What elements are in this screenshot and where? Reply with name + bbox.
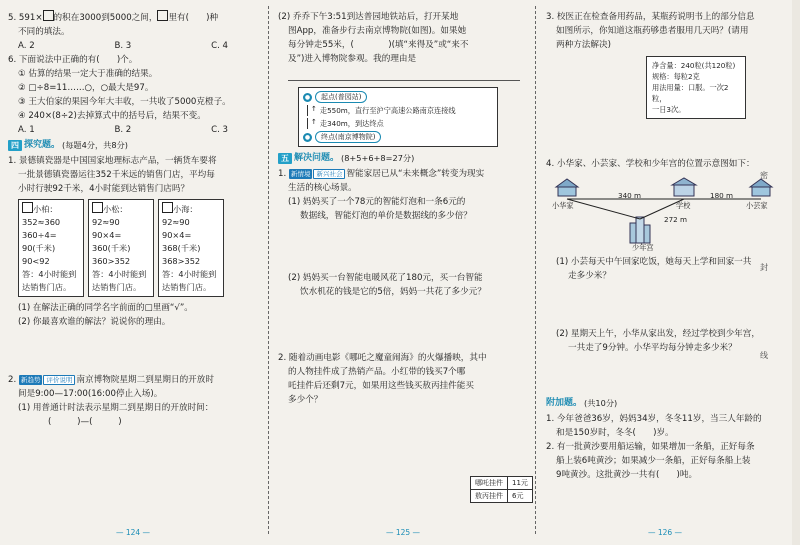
map-diagram [552,175,784,253]
page-number: — 126 — [647,528,683,537]
question-2-part-2: (2) 乔乔下午3:51到达普园地铁站后，打开某地 [278,12,459,22]
route-step: 走550m，直行至沪宁高速公路南京连接线 [319,106,456,115]
page-number: — 124 — [115,528,151,537]
building-icon [630,217,650,243]
house-icon [556,179,578,196]
q1-sub2: (2) 妈妈买一台智能电暖风花了180元，买一台智能 [288,273,483,283]
q4-sub1: (1) 小芸每天中午回家吃饭，她每天上学和回家一共 [556,257,752,267]
q6-item: ① 估算的结果一定大于准确的结果。 [18,69,158,79]
house-icon [750,179,772,196]
page-divider [268,6,269,534]
page-126: 3. 校医正在检查备用药品，某瓶药说明书上的部分信息 如图所示，你知道这瓶药够患者服用几天吗？(请用 两种方法解决) 净含量：240粒(共120粒) 规格：每粒2克 用法用量：口服。一次2粒， 一日3次。 4. 小华家、小芸家、学校和少年宫的位置示意图如下： 小华家 340 m 学校 180 m 小芸家 272 m 少年宫 (1) 小芸每天中午回家吃饭，她每天上学和回家一共 走多少米？ (2) 星期天上午，小华从家出发，经过学校到少年宫， 一共走了9分钟。小华平均每分钟走多少米？ 附加题。 (共10分) 1. 今年爸爸36岁，妈妈34岁，冬冬11岁，当三人年龄的 和是150岁时，冬冬( )岁。 2. 有一批黄沙要用船运输，如果增加一条船，正好每条 船上装6吨黄沙；如果减少一条船，正好每条船上装 9吨黄沙。这批黄沙一共有( )吨。 — 126 — [538,0,792,545]
section-heading: 四 探究题。 (每题4分，共8分) [8,138,258,153]
answer-space[interactable] [278,299,528,351]
map-label-school: 学校 [676,201,691,210]
question-2: 2. 随着动画电影《哪吒之魔童闹海》的火爆播映，其中 [278,353,487,363]
answer-box[interactable] [157,10,168,21]
bonus-question-2: 2. 有一批黄沙要用船运输，如果增加一条船，正好每条 [546,442,755,452]
route-start: 起点(普园站) [315,91,367,103]
q5-options [8,39,258,53]
bonus-question-1: 1. 今年爸爸36岁，妈妈34岁，冬冬11岁，当三人年龄的 [546,414,762,424]
answer-space[interactable] [546,355,784,395]
q6-item: ③ 王大伯家的果园今年大丰收，一共收了5000克橙子。 [18,97,231,107]
solution-card: 小松： 92≈90 90×4= 360(千米) 360>352 答：4小时能到 达销售门店。 [88,199,154,297]
margin-mark: 密 [760,171,768,180]
check-box[interactable] [162,202,173,213]
school-icon [672,178,696,196]
margin-mark: 线 [760,351,768,360]
map-label-xiaohua-home: 小华家 [552,201,574,210]
q6-item: ② □÷8=11……○，○最大是97。 [18,83,154,93]
solution-card: 小柏： 352≈360 360÷4= 90(千米) 90<92 答：4小时能到 达销售门店。 [18,199,84,297]
solutions [18,199,258,297]
margin-mark: 封 [760,263,768,272]
table-row: 敖丙挂件 6元 [471,490,533,503]
q4-sub2: (2) 星期天上午，小华从家出发，经过学校到少年宫， [556,329,760,339]
route-step: 走340m，到达终点 [319,119,384,128]
option-a[interactable]: A. 1 [18,125,35,135]
arrow-up-icon: ↑ [311,105,317,113]
question-1: 1. 新情境 新兴社会 智能家居已从“未来概念”转变为现实 [278,169,485,179]
option-c[interactable]: C. 3 [211,125,228,135]
page-125: (2) 乔乔下午3:51到达普园地铁站后，打开某地 图App，准备步行去南京博物院(如图)。如果她 每分钟走55米，( )(填“来得及”或“来不 及”)进入博物院参观。我的理由是 ● 起点(普园站) ↑ 走550m，直行至沪宁高速公路南京连接线 ↑ 走340m，到达终点 ● 终点(南京博物院) 五 解决问题。 (8+5+6+8=27分) 1. 新情境 新兴社会 智能家居已从“未来概念”转变为现实 生活的核心场景。 (1) 妈妈买了一个78元的智能灯泡和一条6元的 数据线，智能灯泡的单价是数据线的多少倍？ (2) 妈妈买一台智能电暖风花了180元，买一台智能 饮水机花的钱是它的5倍，妈妈一共花了多少元？ 2. 随着动画电影《哪吒之魔童闹海》的火爆播映，其中 的人物挂件成了热销产品。小红带的钱买7个哪 吒挂件后还剩7元，如果用这些钱买敖丙挂件能买 多少个？ 哪吒挂件 11元 敖丙挂件 6元 — 125 — [270,0,536,545]
option-b[interactable]: B. 2 [114,125,132,135]
option-c[interactable]: C. 4 [211,41,228,51]
question-5: 5. 591× 的积在3000到5000之间， 里有( )种 [8,10,258,25]
check-box[interactable] [92,202,103,213]
arrow-up-icon: ↑ [311,118,317,126]
q2-sub1: (1) 用普通计时法表示星期二到星期日的开放时间： [18,403,214,413]
question-2: 2. 新趋势 评价说明 南京博物院星期二到星期日的开放时 [8,375,214,385]
path-line [567,199,640,219]
map-distance: 272 m [664,215,688,224]
answer-line[interactable] [288,66,520,81]
table-row: 哪吒挂件 11元 [471,477,533,490]
location-pin-icon: ● [304,133,311,141]
price-table [470,476,533,503]
map-distance: 340 m [618,191,642,200]
answer-box[interactable] [43,10,54,21]
section-heading: 五 解决问题。 (8+5+6+8=27分) [278,151,528,166]
section-heading: 附加题。 (共10分) [546,398,618,408]
q1-sub1: (1) 妈妈买了一个78元的智能灯泡和一条6元的 [288,197,466,207]
check-box[interactable] [22,202,33,213]
answer-space[interactable] [8,329,258,373]
route-map [298,87,498,147]
q1-sub1: (1) 在解法正确的同学名字前面的□里画“√”。 [18,303,193,313]
page-124: 5. 591× 的积在3000到5000之间， 里有( )种 不同的填法。 A. 2 B. 3 C. 4 6. 下面说法中正确的有( )个。 ① 估算的结果一定大于准确的结果。 ② □÷8=11……○，○最大是97。 ③ 王大伯家的果园今年大丰收，一共收了5000克橙子。 ④ 240×(8÷2)去掉算式中的括号后，结果不变。 A. 1 B. 2 C. 3 四 探究题。 (每题4分，共8分) 1. 景德镇瓷器是中国国家地理标志产品，一辆货车要将 一批景德镇瓷器运往352千米远的销售门店，平均每 小时行驶92千米，4小时能到达销售门店吗？ 小柏： 352≈360 360÷4= 90(千米) 90<92 答：4小时能到 达销售门店。 小松： 92≈90 90×4= 360(千米) 360>352 答：4小时能到 达销售门店。 小海： 92≈90 90×4= 368(千米) 368>352 答：4小时能到 达销售门店。 (1) 在解法正确的同学名字前面的□里画“√”。 (2) 你最喜欢谁的解法？说说你的理由。 2. 新趋势 评价说明 南京博物院星期二到星期日的开放时 间是9:00—17:00(16:00停止入场)。 (1) 用普通计时法表示星期二到星期日的开放时间： ( )—( ) — 124 — [0,0,266,545]
question-5-cont: 不同的填法。 [18,27,70,37]
solution-card: 小海： 92≈90 90×4= 368(千米) 368>352 答：4小时能到 达销售门店。 [158,199,224,297]
map-distance: 180 m [710,191,734,200]
medicine-label: 净含量：240粒(共120粒) 规格：每粒2克 用法用量：口服。一次2粒， 一日3次。 [646,56,746,119]
question-4: 4. 小华家、小芸家、学校和少年宫的位置示意图如下： [546,159,755,169]
answer-space[interactable] [546,283,784,327]
time-blanks[interactable]: ( )—( ) [48,417,122,427]
location-pin-icon: ● [304,93,311,101]
location-map [552,175,784,253]
question-3: 3. 校医正在检查备用药品，某瓶药说明书上的部分信息 [546,12,755,22]
answer-space[interactable] [278,223,528,271]
option-a[interactable]: A. 2 [18,41,35,51]
answer-space[interactable] [546,123,784,157]
binding-margin [792,0,800,545]
q6-item: ④ 240×(8÷2)去掉算式中的括号后，结果不变。 [18,111,206,121]
map-label-youth-palace: 少年宫 [632,243,654,252]
map-label-xiaoyun-home: 小芸家 [746,201,768,210]
page-number: — 125 — [385,528,421,537]
question-1: 1. 景德镇瓷器是中国国家地理标志产品，一辆货车要将 [8,156,217,166]
route-end: 终点(南京博物院) [315,131,381,143]
option-b[interactable]: B. 3 [114,41,132,51]
q1-sub2: (2) 你最喜欢谁的解法？说说你的理由。 [18,317,171,327]
question-6: 6. 下面说法中正确的有( )个。 [8,55,138,65]
q6-options [8,123,258,137]
